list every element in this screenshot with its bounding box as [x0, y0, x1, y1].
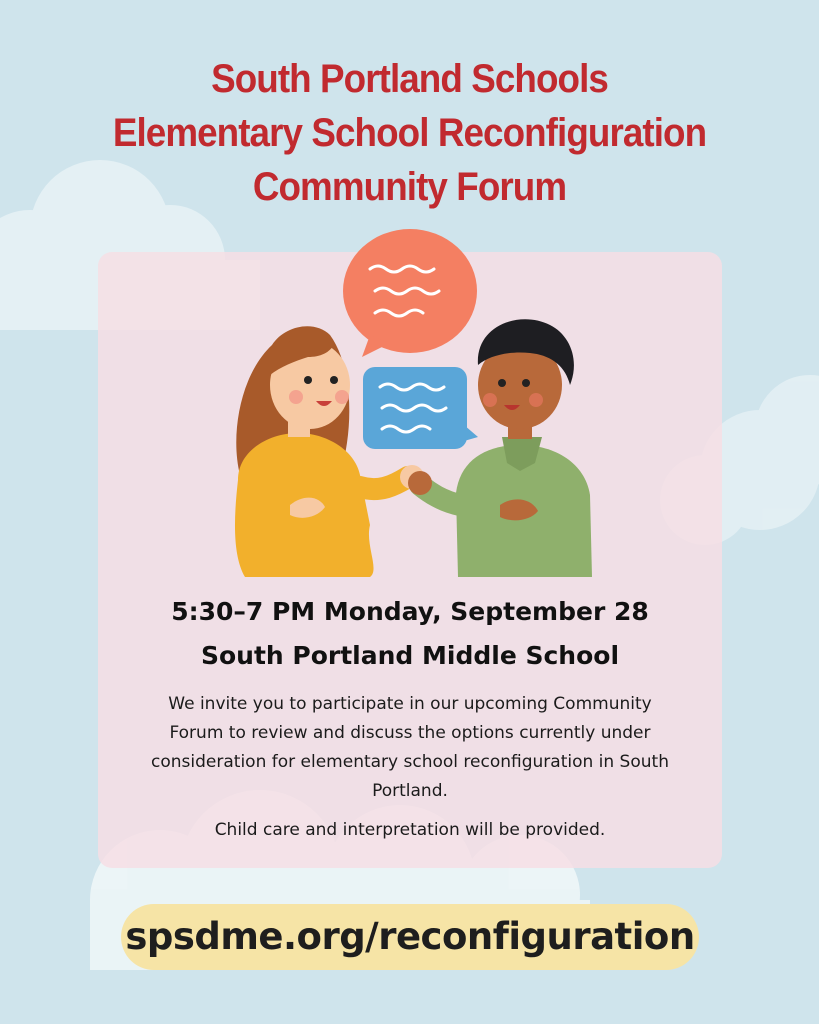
event-details: [98, 590, 722, 678]
title-line-reconfiguration: Elementary School Reconfiguration: [112, 111, 707, 155]
title-line-forum: Community Forum: [252, 165, 567, 209]
forum-title: [33, 52, 786, 214]
event-location: South Portland Middle School: [200, 641, 620, 670]
blue-speech-bubble-icon: [363, 367, 478, 449]
orange-speech-bubble-icon: [343, 229, 477, 357]
event-time: 5:30–7 PM Monday, September 28: [171, 597, 649, 626]
services-note: Child care and interpretation will be provided.: [214, 820, 606, 840]
website-link[interactable]: spsdme.org/reconfiguration: [121, 904, 699, 970]
title-line-schools: South Portland Schools: [211, 57, 608, 101]
forum-description: We invite you to participate in our upcoming Community Forum to review and discuss the options currently under consideration for elementary school reconfiguration in South Portland.: [151, 694, 669, 801]
girl-figure-icon: [235, 326, 424, 577]
conversation-illustration: [220, 225, 600, 577]
